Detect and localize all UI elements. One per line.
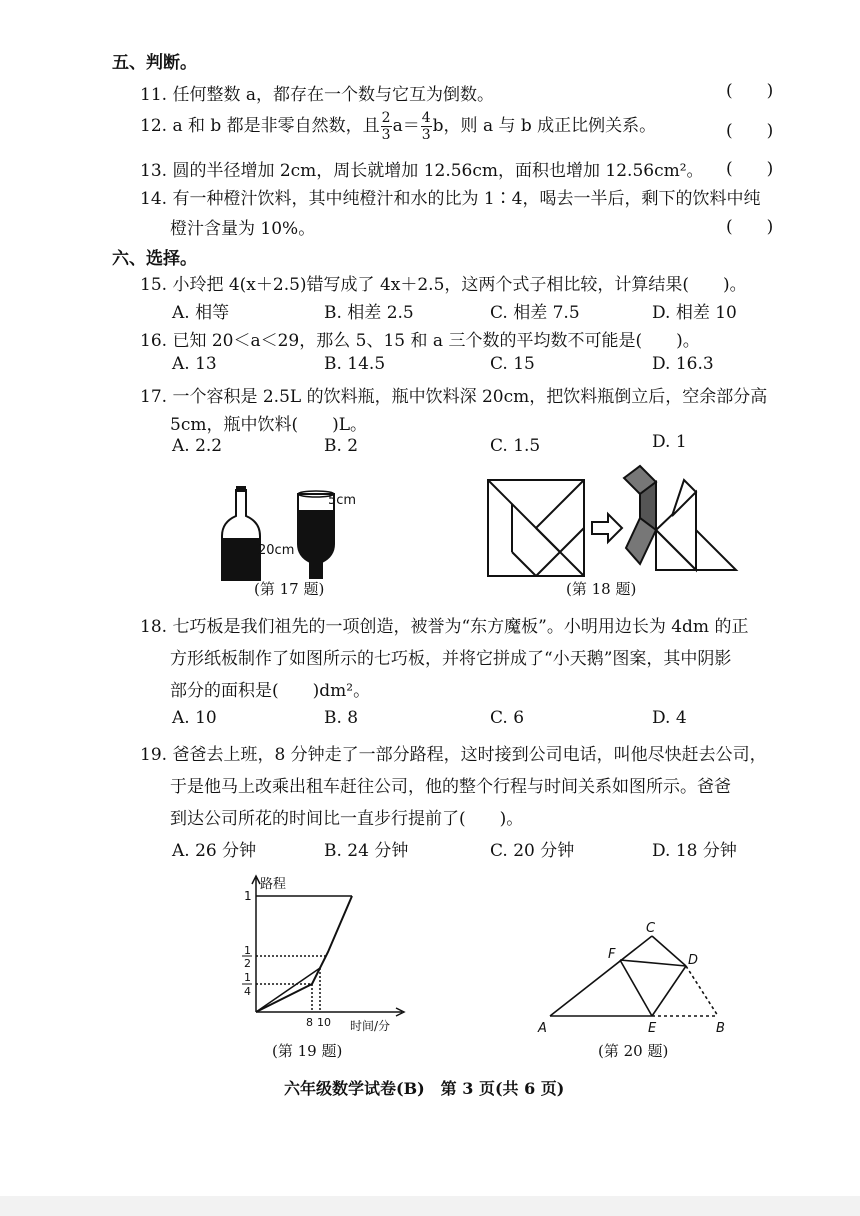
- answer-paren-12[interactable]: ( ): [726, 121, 774, 141]
- option-19-c[interactable]: C. 20 分钟: [490, 841, 575, 861]
- question-19-line3: 到达公司所花的时间比一直步行提前了( )。: [170, 809, 524, 829]
- segment-fe: [620, 960, 652, 1016]
- point-b: B: [716, 1021, 725, 1036]
- figure-18-tangram: [484, 460, 740, 580]
- answer-paren-11[interactable]: ( ): [726, 81, 774, 101]
- tangram-square: [488, 480, 584, 576]
- option-17-b[interactable]: B. 2: [324, 436, 359, 456]
- x-axis-label: 时间/分: [350, 1019, 391, 1033]
- point-f: F: [608, 947, 616, 962]
- x-tick-8: 8: [306, 1016, 313, 1029]
- section-6-title: 六、选择。: [112, 249, 197, 269]
- figure-20-triangle: [536, 920, 736, 1040]
- q12-post: b，则 a 与 b 成正比例关系。: [432, 116, 657, 136]
- label-5cm: 5cm: [328, 493, 357, 508]
- option-18-a[interactable]: A. 10: [172, 708, 217, 728]
- y-tick-quarter-num: 1: [244, 971, 251, 984]
- q12-mid: a＝: [392, 116, 420, 136]
- upright-bottle: [222, 486, 260, 580]
- fraction-2-3: [381, 110, 392, 143]
- option-17-c[interactable]: C. 1.5: [490, 436, 541, 456]
- option-15-a[interactable]: A. 相等: [172, 303, 230, 323]
- question-16: 16. 已知 20＜a＜29，那么 5、15 和 a 三个数的平均数不可能是( )。: [140, 331, 700, 351]
- option-16-c[interactable]: C. 15: [490, 354, 535, 374]
- point-a: A: [538, 1021, 547, 1036]
- segment-fd: [620, 960, 686, 966]
- point-d: D: [688, 953, 699, 968]
- x-tick-10: 10: [317, 1016, 331, 1029]
- question-14-line2: 橙汁含量为 10%。: [170, 219, 316, 239]
- option-18-b[interactable]: B. 8: [324, 708, 359, 728]
- arrow-icon: [592, 514, 622, 542]
- y-tick-half-num: 1: [244, 944, 251, 957]
- caption-19: (第 19 题): [272, 1042, 343, 1060]
- segment-ed: [652, 966, 686, 1016]
- page-footer: 六年级数学试卷(B) 第 3 页(共 6 页): [284, 1079, 565, 1098]
- q12-pre: 12. a 和 b 都是非零自然数，且: [140, 116, 380, 136]
- scan-bottom-shade: [0, 1196, 860, 1216]
- question-13: 13. 圆的半径增加 2cm，周长就增加 12.56cm，面积也增加 12.56cm²。: [140, 161, 704, 181]
- option-18-c[interactable]: C. 6: [490, 708, 525, 728]
- caption-18: (第 18 题): [566, 580, 637, 598]
- option-19-b[interactable]: B. 24 分钟: [324, 841, 409, 861]
- question-19-line1: 19. 爸爸去上班，8 分钟走了一部分路程，这时接到公司电话，叫他尽快赶去公司，: [140, 745, 767, 765]
- question-12: [140, 110, 656, 143]
- question-11: 11. 任何整数 a，都存在一个数与它互为倒数。: [140, 85, 494, 105]
- question-19-line2: 于是他马上改乘出租车赶往公司，他的整个行程与时间关系如图所示。爸爸: [170, 777, 731, 797]
- side-cd: [652, 936, 686, 966]
- question-17-line2: 5cm，瓶中饮料( )L。: [170, 415, 368, 435]
- option-19-d[interactable]: D. 18 分钟: [652, 841, 737, 861]
- frac-num: 4: [421, 110, 431, 126]
- question-14-line1: 14. 有一种橙汁饮料，其中纯橙汁和水的比为 1∶4，喝去一半后，剩下的饮料中纯: [140, 189, 761, 209]
- option-15-b[interactable]: B. 相差 2.5: [324, 303, 414, 323]
- y-tick-half-den: 2: [244, 957, 251, 970]
- option-15-c[interactable]: C. 相差 7.5: [490, 303, 580, 323]
- y-tick-quarter-den: 4: [244, 985, 251, 998]
- question-18-line1: 18. 七巧板是我们祖先的一项创造，被誉为“东方魔板”。小明用边长为 4dm 的正: [140, 617, 749, 637]
- option-17-d[interactable]: D. 1: [652, 432, 687, 452]
- fraction-4-3: [421, 110, 432, 143]
- swan-figure: [624, 466, 736, 570]
- y-tick-1: 1: [244, 889, 252, 903]
- option-16-b[interactable]: B. 14.5: [324, 354, 386, 374]
- question-18-line3: 部分的面积是( )dm²。: [170, 681, 371, 701]
- section-5-title: 五、判断。: [112, 53, 197, 73]
- option-16-a[interactable]: A. 13: [172, 354, 217, 374]
- frac-den: 3: [381, 127, 391, 143]
- point-e: E: [648, 1021, 657, 1036]
- frac-den: 3: [421, 127, 431, 143]
- question-18-line2: 方形纸板制作了如图所示的七巧板，并将它拼成了“小天鹅”图案，其中阴影: [170, 649, 732, 669]
- y-axis-label: 路程: [260, 877, 287, 892]
- option-19-a[interactable]: A. 26 分钟: [172, 841, 257, 861]
- question-17-line1: 17. 一个容积是 2.5L 的饮料瓶，瓶中饮料深 20cm，把饮料瓶倒立后，空余部分高: [140, 387, 768, 407]
- figure-17-bottles: [210, 482, 370, 582]
- caption-17: (第 17 题): [254, 580, 325, 598]
- answer-paren-13[interactable]: ( ): [726, 159, 774, 179]
- frac-num: 2: [381, 110, 391, 126]
- figure-19-graph: [232, 872, 412, 1036]
- option-15-d[interactable]: D. 相差 10: [652, 303, 737, 323]
- label-20cm: 20cm: [258, 543, 295, 558]
- answer-paren-14[interactable]: ( ): [726, 217, 774, 237]
- point-c: C: [646, 921, 656, 936]
- option-16-d[interactable]: D. 16.3: [652, 354, 714, 374]
- question-15: 15. 小玲把 4(x＋2.5)错写成了 4x＋2.5，这两个式子相比较，计算结果( )。: [140, 275, 747, 295]
- side-ac: [550, 936, 652, 1016]
- caption-20: (第 20 题): [598, 1042, 669, 1060]
- option-18-d[interactable]: D. 4: [652, 708, 687, 728]
- option-17-a[interactable]: A. 2.2: [172, 436, 223, 456]
- segment-db-dashed: [686, 966, 718, 1016]
